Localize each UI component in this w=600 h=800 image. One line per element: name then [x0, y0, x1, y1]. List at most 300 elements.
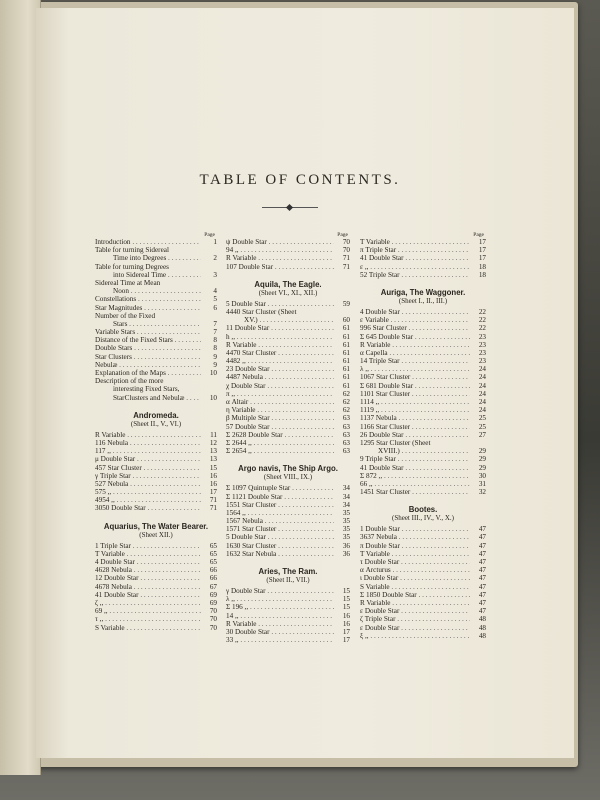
entry-page-number: 13 [209, 455, 217, 464]
entry-label: S Variable . . . [360, 583, 470, 591]
entry-page-number: 70 [209, 607, 217, 616]
entry-page-number: 17 [478, 246, 486, 255]
entry-page-number: 29 [478, 463, 486, 472]
entry-label: ζ ,, . . . [95, 599, 201, 607]
entry-page-number: 17 [478, 238, 486, 246]
entry-page-number: 63 [342, 422, 350, 431]
toc-column-right [360, 232, 486, 640]
entry-label: Σ 681 Double Star . . . [360, 382, 470, 390]
entry-page-number: 61 [342, 324, 350, 333]
toc-entry [360, 373, 486, 381]
entry-label: StarClusters and Nebulæ . . . [113, 394, 201, 402]
entry-label: 1067 Star Cluster . . . [360, 373, 470, 381]
toc-entry [95, 336, 217, 344]
entry-label: 4487 Nebula . . . [226, 373, 334, 381]
toc-entry [360, 365, 486, 373]
toc-entry [360, 439, 486, 447]
toc-entry [226, 254, 350, 262]
toc-entry [360, 464, 486, 472]
entry-label: ε Double Star . . . [360, 607, 470, 615]
entry-page-number: 35 [342, 525, 350, 534]
entry-label: α Capella . . . [360, 349, 470, 357]
toc-entry [226, 373, 350, 381]
entry-page-number: 35 [342, 517, 350, 526]
entry-page-number: 47 [478, 607, 486, 616]
toc-entry [95, 464, 217, 472]
entry-page-number: 7 [213, 319, 217, 328]
entry-page-number: 15 [342, 595, 350, 604]
entry-label: Σ 1121 Double Star . . . [226, 493, 334, 501]
entry-label: 116 Nebula . . . [95, 439, 201, 447]
toc-entry [360, 624, 486, 632]
toc-entry [95, 615, 217, 623]
toc-entry [95, 394, 217, 402]
entry-label: 14 ,, . . . [226, 612, 334, 620]
entry-label: Σ 2644 ,, . . . [226, 439, 334, 447]
entry-label: Table for turning Sidereal [95, 246, 169, 255]
entry-label: ε ,, . . . [360, 263, 470, 271]
entry-page-number: 10 [209, 393, 217, 402]
entry-label: 57 Double Star . . . [226, 423, 334, 431]
toc-entry [226, 341, 350, 349]
entry-page-number: 18 [478, 270, 486, 279]
entry-label: 1119 ,, . . . [360, 406, 470, 414]
entry-label: ξ ,, . . . [360, 632, 470, 640]
entry-page-number: 47 [478, 533, 486, 542]
entry-page-number: 24 [478, 365, 486, 374]
section-heading: Aquarius, The Water Bearer. [103, 521, 209, 531]
toc-entry [95, 566, 217, 574]
entry-label: R Variable . . . [360, 341, 470, 349]
entry-label: ψ Double Star . . . [226, 238, 334, 246]
toc-entry [95, 344, 217, 352]
entry-label: λ ,, . . . [226, 595, 334, 603]
toc-entry [95, 591, 217, 599]
entry-page-number: 34 [342, 484, 350, 493]
toc-entry [226, 509, 350, 517]
entry-page-number: 24 [478, 381, 486, 390]
toc-entry [95, 542, 217, 550]
entry-page-number: 13 [209, 447, 217, 456]
toc-entry [360, 533, 486, 541]
toc-entry [360, 615, 486, 623]
toc-entry [95, 279, 217, 287]
section-sheet-reference: (Sheet I., II., III.) [398, 296, 448, 305]
toc-entry [95, 263, 217, 271]
entry-label: R Variable . . . [226, 620, 334, 628]
entry-label: 26 Double Star . . . [360, 431, 470, 439]
entry-label: T Variable . . . [95, 550, 201, 558]
entry-page-number: 8 [213, 336, 217, 345]
entry-page-number: 23 [478, 332, 486, 341]
entry-page-number: 15 [342, 603, 350, 612]
entry-page-number: 35 [342, 533, 350, 542]
entry-page-number: 25 [478, 422, 486, 431]
entry-label: 52 Triple Star . . . [360, 271, 470, 279]
toc-entry [360, 591, 486, 599]
toc-entry [360, 447, 486, 455]
entry-page-number: 61 [342, 365, 350, 374]
toc-entry [226, 349, 350, 357]
entry-label: λ ,, . . . [360, 365, 470, 373]
entry-label: τ Double Star . . . [360, 558, 470, 566]
toc-entry [226, 406, 350, 414]
entry-label: 4 Double Star . . . [95, 558, 201, 566]
toc-entry [226, 550, 350, 558]
entry-page-number: 47 [478, 549, 486, 558]
toc-entry [226, 612, 350, 620]
toc-entry [95, 583, 217, 591]
entry-label: R Variable . . . [226, 254, 334, 262]
entry-label: Number of the Fixed [95, 311, 156, 320]
toc-entry [360, 599, 486, 607]
entry-label: π Triple Star . . . [360, 246, 470, 254]
entry-label: 41 Double Star . . . [360, 464, 470, 472]
entry-label: ε Double Star . . . [360, 624, 470, 632]
toc-entry [360, 566, 486, 574]
entry-page-number: 62 [342, 406, 350, 415]
toc-entry [95, 480, 217, 488]
entry-label: interesting Fixed Stars, [113, 385, 180, 394]
entry-label: Σ 1850 Double Star . . . [360, 591, 470, 599]
entry-page-number: 5 [213, 295, 217, 304]
entry-page-number: 36 [342, 541, 350, 550]
entry-page-number: 71 [209, 504, 217, 513]
toc-entry [360, 525, 486, 533]
toc-entry [95, 271, 217, 279]
entry-page-number: 63 [342, 430, 350, 439]
toc-entry [360, 254, 486, 262]
entry-label: XVIII.) . . . [378, 447, 470, 455]
entry-page-number: 17 [342, 627, 350, 636]
entry-page-number: 61 [342, 357, 350, 366]
entry-page-number: 60 [342, 316, 350, 325]
toc-entry [95, 377, 217, 385]
entry-page-number: 69 [209, 590, 217, 599]
entry-label: 527 Nebula . . . [95, 480, 201, 488]
entry-page-number: 25 [478, 414, 486, 423]
entry-page-number: 27 [478, 430, 486, 439]
entry-page-number: 70 [209, 615, 217, 624]
toc-entry [226, 447, 350, 455]
entry-page-number: 47 [478, 558, 486, 566]
entry-label: 4954 ,, . . . [95, 496, 201, 504]
toc-entry [360, 246, 486, 254]
section-sheet-reference: (Sheet II., V., VI.) [130, 419, 182, 428]
toc-entry [226, 542, 350, 550]
toc-entry [95, 369, 217, 377]
entry-label: π ,, . . . [226, 390, 334, 398]
toc-entry [95, 304, 217, 312]
entry-label: ι Double Star . . . [360, 574, 470, 582]
entry-page-number: 32 [478, 488, 486, 497]
entry-page-number: 24 [478, 373, 486, 382]
page-column-label: Page [473, 232, 484, 238]
toc-entry [360, 349, 486, 357]
entry-label: 1571 Star Cluster . . . [226, 525, 334, 533]
toc-entry [226, 603, 350, 611]
entry-label: 1451 Star Cluster . . . [360, 488, 470, 496]
entry-label: 996 Star Cluster . . . [360, 324, 470, 332]
entry-label: R Variable . . . [95, 431, 201, 439]
toc-entry [95, 431, 217, 439]
entry-page-number: 9 [213, 360, 217, 369]
entry-label: γ Double Star . . . [226, 587, 334, 595]
entry-page-number: 3 [213, 270, 217, 279]
entry-page-number: 23 [478, 357, 486, 366]
entry-page-number: 47 [478, 582, 486, 591]
entry-page-number: 62 [342, 398, 350, 406]
toc-entry [360, 455, 486, 463]
toc-entry [95, 599, 217, 607]
toc-entry [226, 382, 350, 390]
section-heading: Bootes. [408, 505, 438, 515]
entry-label: XV.) . . . [244, 316, 334, 324]
entry-label: Introduction . . . [95, 238, 201, 246]
entry-page-number: 22 [478, 316, 486, 325]
toc-entry [360, 390, 486, 398]
entry-page-number: 15 [342, 587, 350, 595]
toc-entry [95, 574, 217, 582]
toc-entry [226, 238, 350, 246]
previous-page-edge [0, 0, 41, 775]
entry-label: Σ 872 ,, . . . [360, 472, 470, 480]
entry-page-number: 47 [478, 566, 486, 575]
entry-page-number: 7 [213, 328, 217, 337]
toc-entry [95, 558, 217, 566]
entry-page-number: 17 [342, 636, 350, 645]
entry-page-number: 48 [478, 615, 486, 624]
toc-entry [226, 263, 350, 271]
toc-entry [360, 238, 486, 246]
entry-label: Table for turning Degrees [95, 262, 169, 271]
entry-page-number: 47 [478, 598, 486, 607]
entry-page-number: 6 [213, 303, 217, 312]
entry-label: 9 Triple Star . . . [360, 455, 470, 463]
entry-page-number: 11 [210, 430, 217, 439]
entry-label: Stars . . . [113, 320, 201, 328]
page-title: TABLE OF CONTENTS. [199, 172, 401, 188]
toc-entry [95, 607, 217, 615]
toc-entry [95, 447, 217, 455]
entry-label: Distance of the Fixed Stars . . . [95, 336, 201, 344]
toc-entry [226, 308, 350, 316]
toc-entry [360, 583, 486, 591]
entry-label: 69 ,, . . . [95, 607, 201, 615]
entry-label: 4628 Nebula . . . [95, 566, 201, 574]
toc-entry [360, 316, 486, 324]
entry-label: 4482 ,, . . . [226, 357, 334, 365]
entry-page-number: 61 [342, 373, 350, 382]
entry-page-number: 16 [209, 471, 217, 480]
toc-entry [95, 361, 217, 369]
entry-page-number: 17 [478, 254, 486, 263]
toc-entry [95, 353, 217, 361]
toc-entry [360, 558, 486, 566]
entry-label: 4678 Nebula . . . [95, 583, 201, 591]
entry-page-number: 17 [209, 488, 217, 497]
toc-entry [360, 632, 486, 640]
entry-label: 1101 Star Cluster . . . [360, 390, 470, 398]
entry-page-number: 23 [478, 348, 486, 357]
entry-page-number: 63 [342, 447, 350, 456]
entry-label: 14 Triple Star . . . [360, 357, 470, 365]
toc-entry [360, 263, 486, 271]
entry-label: Nebulæ . . . [95, 361, 201, 369]
entry-page-number: 67 [209, 582, 217, 591]
entry-page-number: 4 [213, 287, 217, 296]
section-sheet-reference: (Sheet VI., XI., XII.) [258, 288, 318, 297]
toc-entry [226, 324, 350, 332]
entry-label: Variable Stars . . . [95, 328, 201, 336]
entry-page-number: 66 [209, 566, 217, 575]
entry-label: τ ,, . . . [95, 615, 201, 623]
toc-entry [95, 320, 217, 328]
entry-label: h ,, . . . [226, 333, 334, 341]
toc-entry [95, 287, 217, 295]
entry-page-number: 12 [209, 438, 217, 447]
entry-label: Star Magnitudes . . . [95, 304, 201, 312]
entry-page-number: 47 [478, 590, 486, 599]
entry-page-number: 22 [478, 307, 486, 316]
entry-page-number: 47 [478, 525, 486, 534]
entry-label: 1 Double Star . . . [360, 525, 470, 533]
entry-label: 457 Star Cluster . . . [95, 464, 201, 472]
toc-entry [95, 328, 217, 336]
entry-page-number: 48 [478, 631, 486, 640]
entry-label: 66 ,, . . . [360, 480, 470, 488]
entry-label: 1567 Nebula . . . [226, 517, 334, 525]
entry-page-number: 70 [209, 623, 217, 632]
entry-page-number: 34 [342, 492, 350, 501]
entry-label: Σ 196 ,, . . . [226, 603, 334, 611]
toc-entry [226, 246, 350, 254]
entry-label: 1564 ,, . . . [226, 509, 334, 517]
entry-page-number: 47 [478, 541, 486, 550]
toc-entry [360, 607, 486, 615]
section-heading: Argo navis, The Ship Argo. [238, 464, 338, 474]
entry-label: 107 Double Star . . . [226, 263, 334, 271]
toc-entry [226, 414, 350, 422]
toc-entry [95, 246, 217, 254]
entry-page-number: 29 [478, 455, 486, 464]
entry-label: T Variable . . . [360, 238, 470, 246]
entry-page-number: 65 [209, 549, 217, 558]
toc-entry [226, 333, 350, 341]
entry-page-number: 71 [342, 262, 350, 271]
entry-page-number: 35 [342, 508, 350, 517]
entry-label: 1551 Star Cluster . . . [226, 501, 334, 509]
entry-label: 4470 Star Cluster . . . [226, 349, 334, 357]
toc-entry [360, 398, 486, 406]
toc-entry [360, 574, 486, 582]
entry-label: 3637 Nebula . . . [360, 533, 470, 541]
entry-page-number: 15 [209, 463, 217, 472]
entry-label: 30 Double Star . . . [226, 628, 334, 636]
toc-entry [95, 238, 217, 246]
toc-entry [226, 357, 350, 365]
toc-entry [226, 431, 350, 439]
toc-entry [226, 423, 350, 431]
entry-page-number: 61 [342, 348, 350, 357]
entry-label: Constellations . . . [95, 295, 201, 303]
entry-page-number: 65 [209, 541, 217, 550]
entry-page-number: 70 [342, 246, 350, 255]
toc-entry [226, 628, 350, 636]
entry-page-number: 36 [342, 549, 350, 558]
toc-entry [226, 316, 350, 324]
toc-entry [360, 414, 486, 422]
toc-entry [95, 385, 217, 393]
entry-page-number: 71 [342, 254, 350, 263]
toc-entry [360, 480, 486, 488]
toc-entry [226, 525, 350, 533]
entry-label: 1 Triple Star . . . [95, 542, 201, 550]
entry-label: Double Stars . . . [95, 344, 201, 352]
toc-entry [360, 488, 486, 496]
entry-page-number: 8 [213, 344, 217, 353]
section-heading: Andromeda. [133, 410, 179, 420]
entry-label: S Variable . . . [95, 624, 201, 632]
entry-page-number: 16 [209, 479, 217, 488]
entry-label: Time into Degrees . . . [113, 254, 201, 262]
entry-label: ε Variable . . . [360, 316, 470, 324]
entry-page-number: 18 [478, 262, 486, 271]
toc-entry [360, 333, 486, 341]
entry-page-number: 23 [478, 340, 486, 349]
toc-entry [226, 595, 350, 603]
entry-page-number: 61 [342, 381, 350, 390]
entry-label: 33 ,, . . . [226, 636, 334, 644]
title-ornament-rule [262, 207, 318, 208]
entry-label: 1166 Star Cluster . . . [360, 423, 470, 431]
entry-page-number: 59 [342, 299, 350, 308]
entry-page-number: 69 [209, 598, 217, 607]
toc-entry [360, 324, 486, 332]
entry-label: 3050 Double Star . . . [95, 504, 201, 512]
entry-page-number: 24 [478, 398, 486, 406]
page-column-label: Page [337, 232, 348, 238]
entry-label: 1295 Star Cluster (Sheet [360, 438, 431, 447]
entry-label: 41 Double Star . . . [360, 254, 470, 262]
entry-label: 12 Double Star . . . [95, 574, 201, 582]
entry-page-number: 48 [478, 623, 486, 632]
entry-page-number: 31 [478, 479, 486, 488]
entry-page-number: 24 [478, 406, 486, 415]
entry-page-number: 70 [342, 238, 350, 246]
entry-label: 41 Double Star . . . [95, 591, 201, 599]
entry-page-number: 34 [342, 500, 350, 509]
entry-page-number: 1 [213, 238, 217, 246]
entry-label: 1632 Star Nebula . . . [226, 550, 334, 558]
entry-label: 5 Double Star . . . [226, 533, 334, 541]
entry-page-number: 61 [342, 332, 350, 341]
entry-page-number: 61 [342, 340, 350, 349]
entry-page-number: 24 [478, 389, 486, 398]
toc-entry [226, 493, 350, 501]
toc-entry [226, 398, 350, 406]
toc-entry [226, 636, 350, 644]
toc-entry [226, 533, 350, 541]
entry-page-number: 2 [213, 254, 217, 263]
entry-page-number: 65 [209, 558, 217, 566]
toc-entry [95, 488, 217, 496]
entry-page-number: 66 [209, 574, 217, 583]
toc-entry [360, 550, 486, 558]
entry-label: π Double Star . . . [360, 542, 470, 550]
page-column-label: Page [204, 232, 215, 238]
entry-label: 575 ,, . . . [95, 488, 201, 496]
